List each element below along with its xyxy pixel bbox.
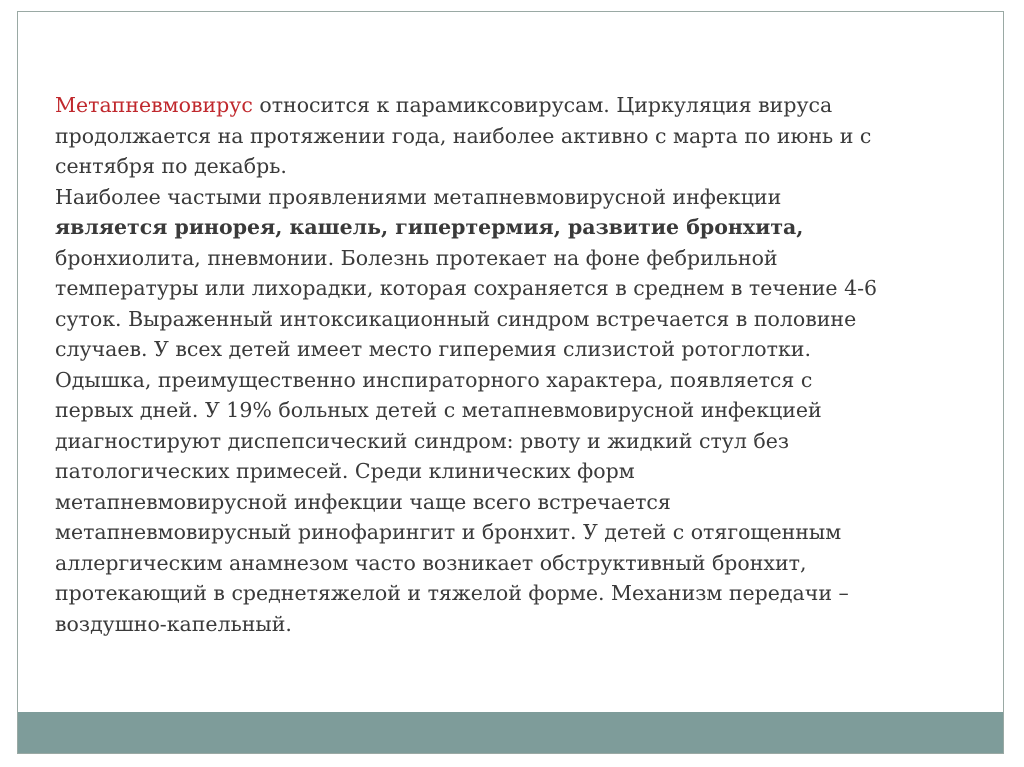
text-line-8: суток. Выраженный интоксикационный синдром встречается в половине — [55, 306, 857, 331]
text-line-15: метапневмовирусный ринофарингит и бронхит. У детей с отягощенным — [55, 520, 842, 544]
text-line-14: метапневмовирусной инфекции чаще всего встречается — [55, 489, 671, 514]
text-line-2: продолжается на протяжении года, наиболее активно с марта по июнь и с — [55, 123, 872, 148]
text-line-16: аллергическим анамнезом часто возникает обструктивный бронхит, — [55, 550, 807, 575]
text-line-1-rest: относится к парамиксовирусам. Циркуляция вируса — [252, 93, 833, 117]
text-line-11: первых дней. У 19% больных детей с метапневмовирусной инфекцией — [55, 398, 822, 422]
text-line-12: диагностируют диспепсический синдром: рвоту и жидкий стул без — [55, 428, 790, 453]
text-line-1 — [55, 90, 985, 121]
text-line-3: сентября по декабрь. — [55, 154, 287, 178]
text-line-6: бронхиолита, пневмонии. Болезнь протекает на фоне фебрильной — [55, 245, 778, 270]
text-line-18: воздушно-капельный. — [55, 611, 292, 636]
slide-footer-band — [18, 712, 1003, 753]
text-line-7: температуры или лихорадки, которая сохраняется в среднем в течение 4-6 — [55, 276, 878, 300]
text-line-4: Наиболее частыми проявлениями метапневмовирусной инфекции — [55, 184, 782, 209]
slide-body-text — [55, 90, 985, 639]
text-line-10: Одышка, преимущественно инспираторного характера, появляется с — [55, 367, 813, 392]
text-line-9: случаев. У всех детей имеет место гиперемия слизистой ротоглотки. — [55, 337, 811, 361]
text-line-5-bold: является ринорея, кашель, гипертермия, развитие бронхита, — [55, 215, 804, 239]
highlighted-term: Метапневмовирус — [55, 93, 253, 117]
text-line-17: протекающий в среднетяжелой и тяжелой форме. Механизм передачи – — [55, 581, 849, 605]
text-line-13: патологических примесей. Среди клинических форм — [55, 459, 635, 483]
